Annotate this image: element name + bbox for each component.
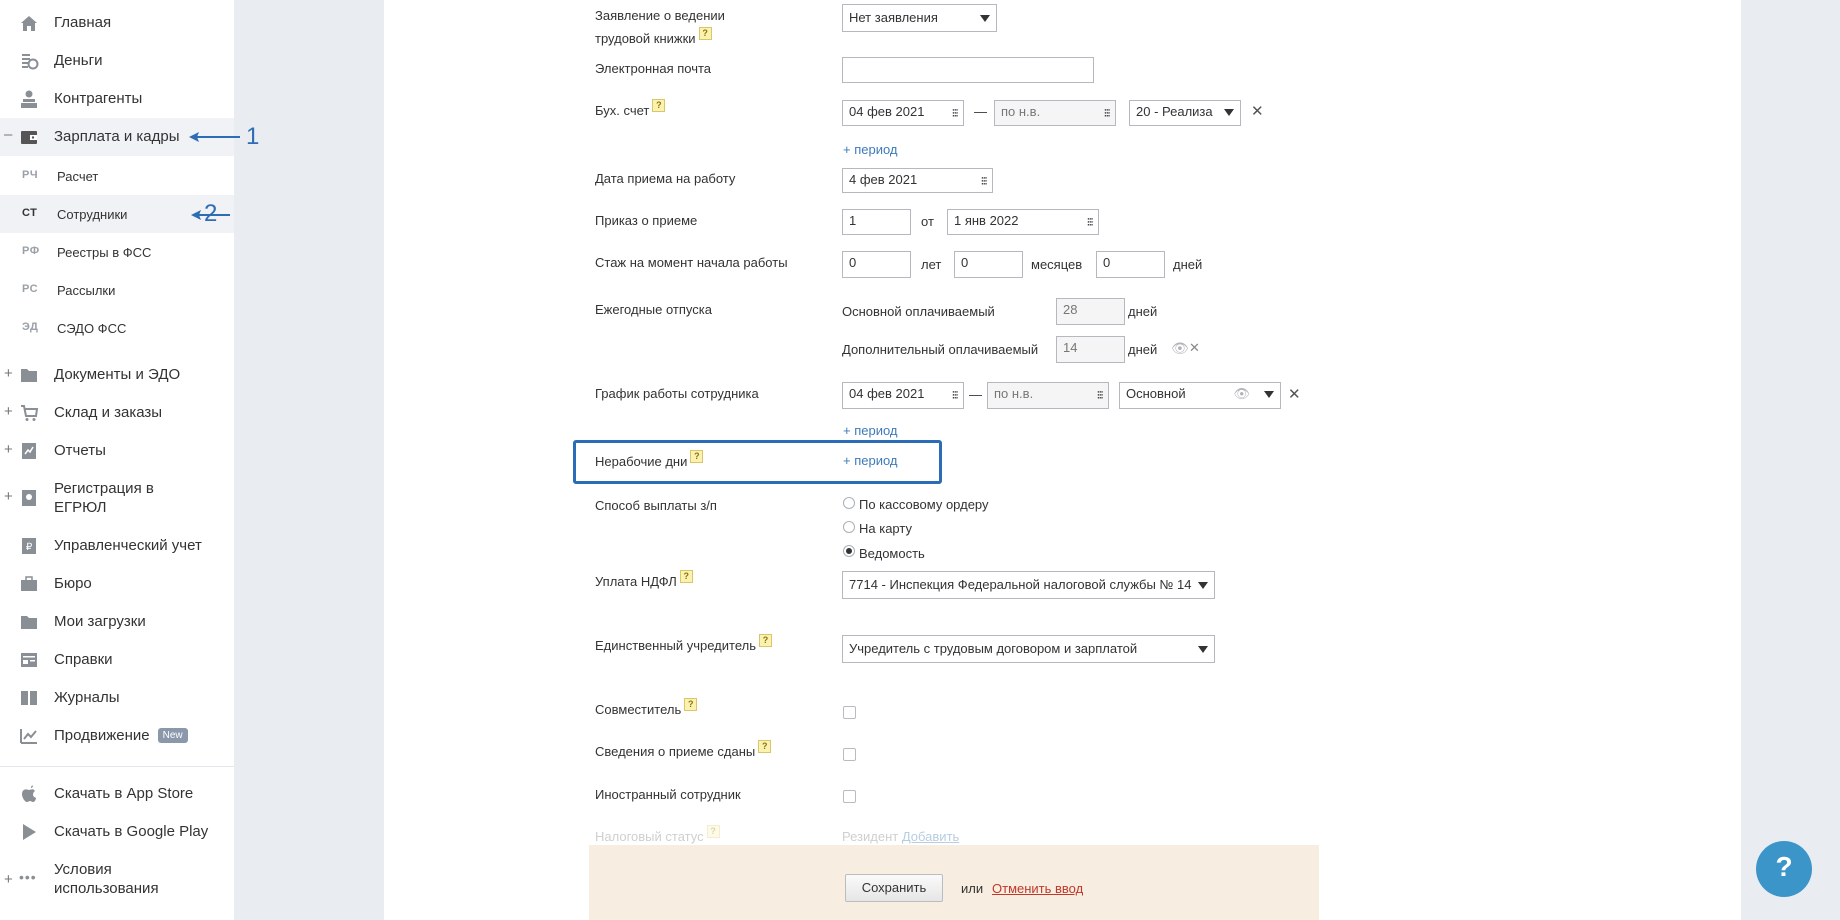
nav-terms[interactable] <box>0 853 234 909</box>
eye-icon[interactable]: 👁 <box>1171 340 1189 356</box>
calendar-icon[interactable]: ⁝⁝⁝ <box>951 388 957 402</box>
nav-registration[interactable] <box>0 470 234 526</box>
account-from-value: 04 фев 2021 <box>849 104 925 119</box>
founder-select[interactable] <box>842 635 1215 663</box>
nav-reports[interactable] <box>0 432 234 470</box>
help-button[interactable] <box>1756 841 1812 897</box>
days-label: дней <box>1173 257 1203 272</box>
remove-vacation-icon[interactable]: ✕ <box>1189 340 1200 355</box>
nav-home[interactable] <box>0 4 234 42</box>
calendar-icon[interactable]: ⁝⁝⁝ <box>980 174 986 188</box>
payment-card-radio[interactable] <box>843 521 855 533</box>
experience-months-field[interactable]: 0 <box>954 251 1023 278</box>
subnav-abbr: СТ <box>22 207 38 219</box>
schedule-select[interactable] <box>1119 382 1281 409</box>
add-nonworking-period-link[interactable]: + период <box>843 453 898 468</box>
nav-label-line2: использования <box>54 880 159 897</box>
nav-documents[interactable] <box>0 356 234 394</box>
ndfl-select[interactable] <box>842 571 1215 599</box>
additional-vacation-field[interactable]: 14 <box>1056 336 1125 363</box>
nav-label-text: Продвижение <box>54 727 150 744</box>
money-icon <box>19 51 39 71</box>
order-from-label: от <box>921 214 934 229</box>
subnav-label: Реестры в ФСС <box>57 245 152 260</box>
link-text: период <box>854 453 898 468</box>
nav-downloads[interactable] <box>0 603 234 641</box>
email-field[interactable] <box>842 57 1094 83</box>
add-tax-status-link[interactable]: Добавить <box>901 829 960 844</box>
add-account-period-link[interactable]: + период <box>843 142 898 157</box>
calendar-icon[interactable]: ⁝⁝⁝ <box>1086 215 1092 229</box>
subnav-label: Сотрудники <box>57 207 128 222</box>
reference-icon <box>19 650 39 670</box>
nav-label: Склад и заказы <box>54 404 163 421</box>
schedule-label: График работы сотрудника <box>595 386 759 401</box>
wallet-icon <box>19 127 39 147</box>
nav-label: Бюро <box>54 575 92 592</box>
new-badge: New <box>158 728 188 743</box>
labor-book-label-line2 <box>595 27 725 50</box>
nav-google-play[interactable] <box>0 813 234 851</box>
years-label: лет <box>921 257 942 272</box>
nav-app-store[interactable] <box>0 775 234 813</box>
contacts-icon <box>19 89 39 109</box>
schedule-from-value: 04 фев 2021 <box>849 386 925 401</box>
annotation-number-2: 2 <box>204 200 218 227</box>
schedule-value: Основной <box>1126 386 1186 401</box>
nav-label: Справки <box>54 651 113 668</box>
or-label: или <box>961 881 984 896</box>
account-to-placeholder: по н.в. <box>1001 104 1041 119</box>
remove-account-icon[interactable]: ✕ <box>1251 103 1264 120</box>
more-icon: ••• <box>19 869 37 885</box>
nav-label: Скачать в Google Play <box>54 823 209 840</box>
help-icon[interactable]: ? <box>758 740 771 753</box>
account-from-date[interactable] <box>842 100 964 126</box>
foreign-employee-checkbox[interactable] <box>843 790 856 803</box>
hire-date-field[interactable] <box>842 168 993 193</box>
help-icon[interactable]: ? <box>684 698 697 711</box>
main-vacation-field[interactable]: 28 <box>1056 298 1125 325</box>
nav-references[interactable] <box>0 641 234 679</box>
apple-icon <box>19 784 39 804</box>
promotion-icon <box>19 726 39 746</box>
save-button[interactable]: Сохранить <box>845 874 943 902</box>
expand-icon[interactable]: + <box>4 441 13 458</box>
nav-journals[interactable] <box>0 679 234 717</box>
help-icon[interactable]: ? <box>690 450 703 463</box>
nav-label: Отчеты <box>54 442 106 459</box>
expand-icon[interactable]: + <box>4 871 13 888</box>
help-icon[interactable]: ? <box>680 570 693 583</box>
account-select[interactable] <box>1129 100 1241 126</box>
calendar-icon[interactable]: ⁝⁝⁝ <box>1103 106 1109 120</box>
additional-vacation-label: Дополнительный оплачиваемый <box>842 342 1039 357</box>
add-schedule-period-link[interactable]: + период <box>843 423 898 438</box>
payment-cash-radio[interactable] <box>843 497 855 509</box>
payment-cash-label: По кассовому ордеру <box>859 497 989 512</box>
months-label: месяцев <box>1031 257 1083 272</box>
part-time-checkbox[interactable] <box>843 706 856 719</box>
eye-icon[interactable]: 👁 <box>1233 386 1250 401</box>
remove-schedule-icon[interactable]: ✕ <box>1288 386 1301 403</box>
hire-info-label <box>595 740 771 763</box>
nav-label: Управленческий учет <box>54 537 202 554</box>
order-date-field[interactable] <box>947 209 1099 235</box>
subnav-mailings[interactable] <box>0 271 234 309</box>
part-time-label <box>595 698 697 721</box>
nav-label: Скачать в App Store <box>54 785 194 802</box>
subnav-abbr: ЭД <box>22 321 39 333</box>
ndfl-label-text: Уплата НДФЛ <box>595 574 677 589</box>
chevron-down-icon <box>1264 391 1274 398</box>
nav-warehouse[interactable] <box>0 394 234 432</box>
nav-label: Деньги <box>54 52 103 69</box>
save-bar <box>589 845 1319 920</box>
subnav-label: Расчет <box>57 169 99 184</box>
tax-status-value <box>842 829 959 844</box>
foreign-employee-label: Иностранный сотрудник <box>595 787 741 802</box>
annotation-number-1: 1 <box>246 123 260 150</box>
experience-days-field[interactable]: 0 <box>1096 251 1165 278</box>
nonworking-days-label <box>595 450 703 473</box>
expand-icon[interactable]: + <box>4 365 13 382</box>
subnav-abbr: РФ <box>22 245 40 257</box>
founder-value: Учредитель с трудовым договором и зарплатой <box>849 641 1138 656</box>
help-icon[interactable]: ? <box>759 634 772 647</box>
hire-date-label: Дата приема на работу <box>595 171 736 186</box>
help-icon[interactable]: ? <box>699 27 712 40</box>
help-icon: ? <box>707 825 720 838</box>
subnav-sedo[interactable] <box>0 309 234 347</box>
nav-management[interactable] <box>0 527 234 565</box>
vacation-label: Ежегодные отпуска <box>595 302 712 317</box>
ndfl-label <box>595 570 693 593</box>
order-date-value: 1 янв 2022 <box>954 213 1019 228</box>
expand-icon[interactable]: + <box>4 488 13 505</box>
nav-label: Условия <box>54 861 112 878</box>
calendar-icon[interactable]: ⁝⁝⁝ <box>951 106 957 120</box>
payment-method-label: Способ выплаты з/п <box>595 498 717 513</box>
link-text: период <box>854 142 898 157</box>
chevron-down-icon <box>980 15 990 22</box>
help-icon[interactable]: ? <box>652 99 665 112</box>
sidebar-divider <box>0 766 234 767</box>
subnav-label: СЭДО ФСС <box>57 321 127 336</box>
range-dash: — <box>969 387 982 402</box>
account-value: 20 - Реализа <box>1136 104 1213 119</box>
nav-money[interactable] <box>0 42 234 80</box>
nav-contractors[interactable] <box>0 80 234 118</box>
nav-label: Зарплата и кадры <box>54 128 180 145</box>
account-label <box>595 99 665 122</box>
payment-card-label: На карту <box>859 521 912 536</box>
google-play-icon <box>19 822 39 842</box>
labor-book-value: Нет заявления <box>849 10 938 25</box>
payment-statement-radio[interactable] <box>843 545 855 557</box>
nav-promotion[interactable] <box>0 717 234 755</box>
collapse-icon[interactable]: – <box>4 126 13 143</box>
order-label: Приказ о приеме <box>595 213 698 228</box>
days-label: дней <box>1128 304 1158 319</box>
chevron-down-icon <box>1198 582 1208 589</box>
hire-info-checkbox[interactable] <box>843 748 856 761</box>
journal-icon <box>19 688 39 708</box>
founder-label-text: Единственный учредитель <box>595 638 756 653</box>
downloads-icon <box>19 612 39 632</box>
expand-icon[interactable]: + <box>4 403 13 420</box>
nav-label: Документы и ЭДО <box>54 366 181 383</box>
nav-label-line2: ЕГРЮЛ <box>54 499 107 516</box>
account-to-date[interactable] <box>994 100 1116 126</box>
founder-label <box>595 634 772 657</box>
registration-icon <box>19 488 39 508</box>
nav-label: Мои загрузки <box>54 613 146 630</box>
report-icon <box>19 441 39 461</box>
account-label-text: Бух. счет <box>595 103 650 118</box>
order-number-field[interactable]: 1 <box>842 209 911 235</box>
subnav-fss-registers[interactable] <box>0 233 234 271</box>
labor-book-label-text: трудовой книжки <box>595 31 696 46</box>
tax-status-label-text: Налоговый статус <box>595 829 704 844</box>
hire-date-value: 4 фев 2021 <box>849 172 918 187</box>
nav-label: Главная <box>54 14 112 31</box>
nav-label: Журналы <box>54 689 120 706</box>
days-label: дней <box>1128 342 1158 357</box>
nonworking-days-label-text: Нерабочие дни <box>595 454 688 469</box>
subnav-abbr: РЧ <box>22 169 39 181</box>
management-icon <box>19 536 39 556</box>
nav-label: Регистрация в <box>54 480 154 497</box>
main-vacation-label: Основной оплачиваемый <box>842 304 995 319</box>
subnav-abbr: РС <box>22 283 39 295</box>
nav-label <box>54 727 188 745</box>
nav-label: Контрагенты <box>54 90 143 107</box>
experience-years-field[interactable]: 0 <box>842 251 911 278</box>
payment-statement-label: Ведомость <box>859 546 925 561</box>
home-icon <box>19 13 39 33</box>
briefcase-icon <box>19 574 39 594</box>
nav-bureau[interactable] <box>0 565 234 603</box>
question-icon: ? <box>1775 851 1793 882</box>
cancel-link[interactable]: Отменить ввод <box>992 881 1084 896</box>
chevron-down-icon <box>1224 109 1234 116</box>
calendar-icon[interactable]: ⁝⁝⁝ <box>1096 388 1102 402</box>
tax-status-value-text: Резидент <box>842 829 899 844</box>
folder-icon <box>19 365 39 385</box>
experience-label: Стаж на момент начала работы <box>595 255 788 270</box>
part-time-label-text: Совместитель <box>595 702 682 717</box>
labor-book-label-line1: Заявление о ведении <box>595 8 725 23</box>
subnav-label: Рассылки <box>57 283 116 298</box>
email-label: Электронная почта <box>595 61 712 76</box>
warehouse-icon <box>19 403 39 423</box>
chevron-down-icon <box>1198 646 1208 653</box>
labor-book-select[interactable] <box>842 4 997 32</box>
schedule-from-date[interactable] <box>842 382 964 409</box>
range-dash: — <box>974 104 987 119</box>
labor-book-label <box>595 4 725 50</box>
link-text: период <box>854 423 898 438</box>
schedule-to-value: по н.в. <box>994 386 1034 401</box>
svg-text:₽: ₽ <box>25 542 33 553</box>
hire-info-label-text: Сведения о приеме сданы <box>595 744 756 759</box>
ndfl-value: 7714 - Инспекция Федеральной налоговой службы № 14 <box>849 577 1192 592</box>
schedule-to-date[interactable] <box>987 382 1109 409</box>
